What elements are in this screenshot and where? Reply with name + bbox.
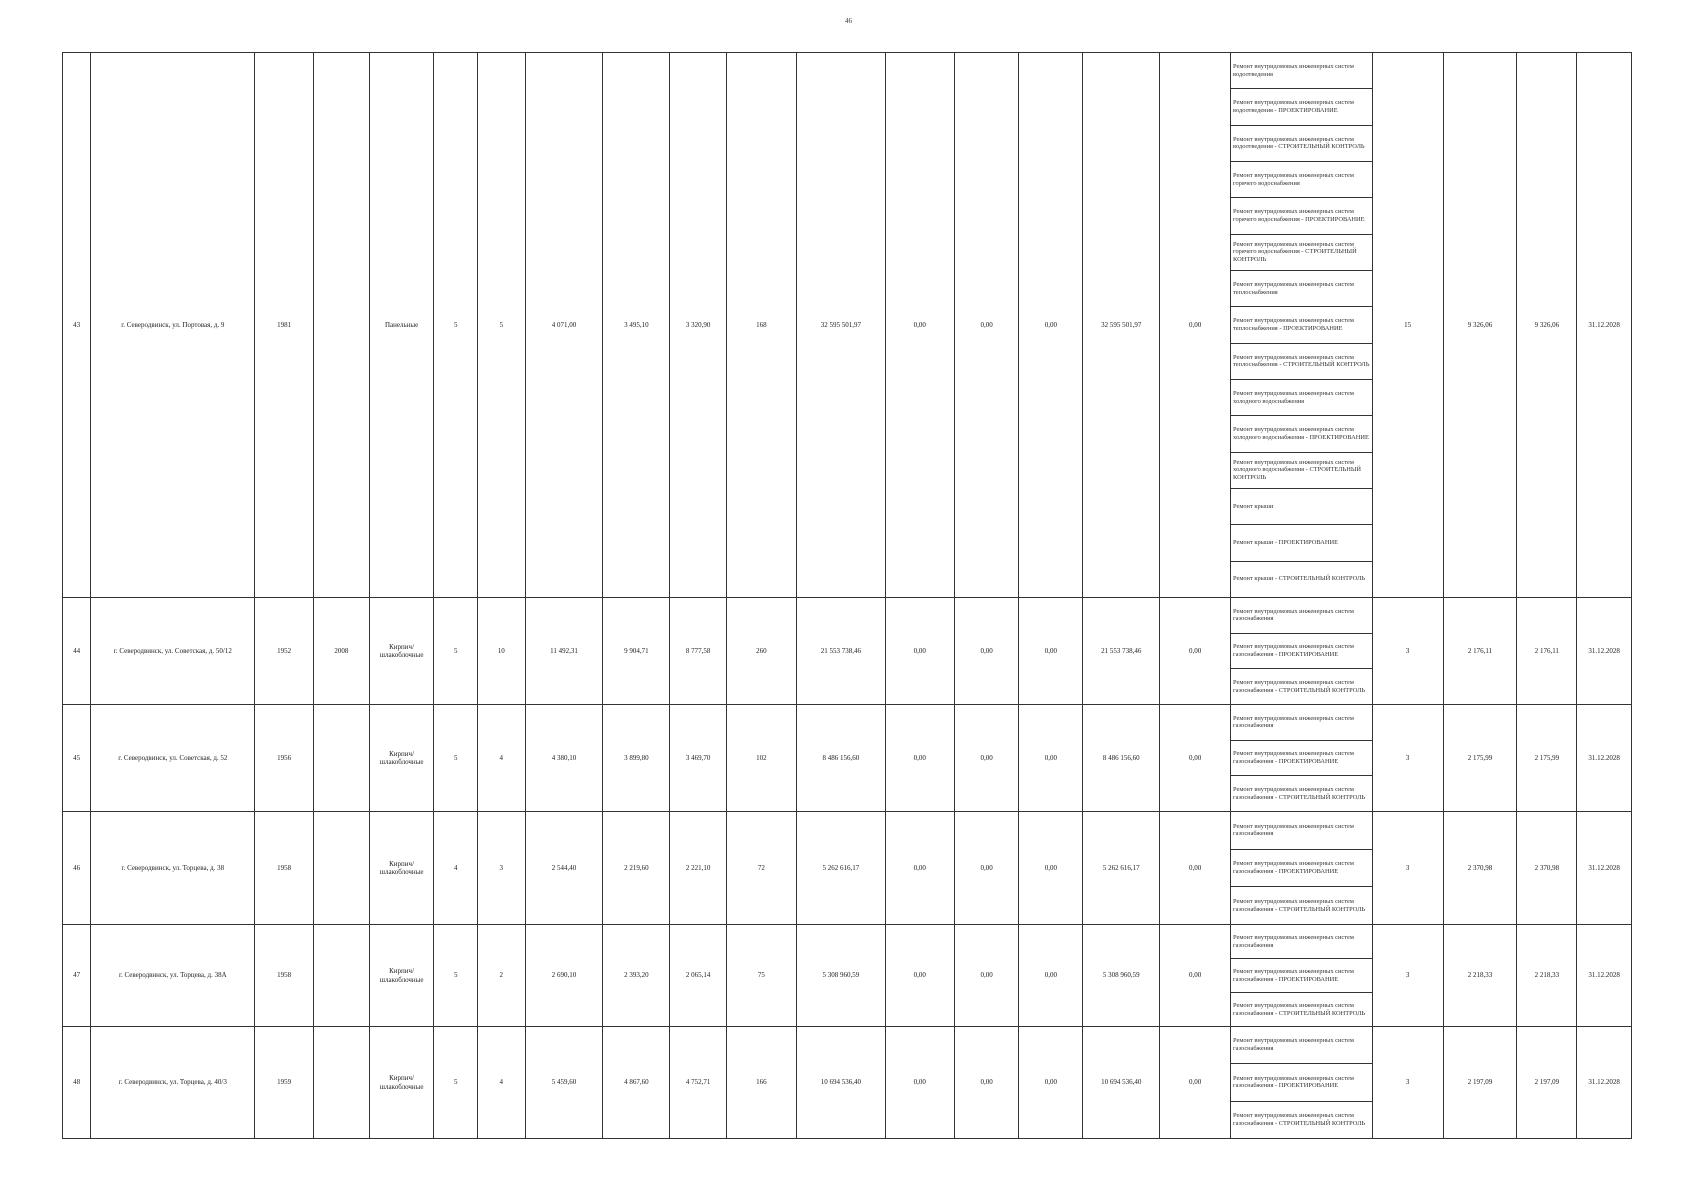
work-list [1231,53,1372,597]
cell-fund-owners: 5 262 616,17 [1083,812,1160,925]
cell-floors: 5 [434,705,478,812]
cell-address: г. Северодвинск, ул. Торцева, д. 38А [91,925,255,1027]
cell-wall-material: Кирпич/ шлакоблочные [369,925,434,1027]
cell-max-unit-cost: 9 326,06 [1517,53,1577,598]
cell-works-count: 15 [1372,53,1443,598]
cell-wall-material: Кирпич/ шлакоблочные [369,812,434,925]
work-label: Ремонт внутридомовых инженерных систем холодного водоснабжения - ПРОЕКТИРОВАНИЕ [1233,426,1369,441]
cell-floors: 5 [434,598,478,705]
work-label: Ремонт внутридомовых инженерных систем теплоснабжения - СТРОИТЕЛЬНЫЙ КОНТРОЛЬ [1233,353,1370,369]
cell-total-area: 4 380,10 [525,705,603,812]
cell-area-residential: 4 752,71 [670,1027,727,1139]
cell-total-cost: 10 694 536,40 [796,1027,885,1139]
list-item [1231,271,1372,307]
cell-residents: 102 [726,705,796,812]
cell-floors: 5 [434,925,478,1027]
table-row [63,598,1632,705]
cell-area-premises: 2 393,20 [603,925,670,1027]
cell-deadline: 31.12.2028 [1577,598,1632,705]
cell-unit-cost: 9 326,06 [1443,53,1517,598]
work-label: Ремонт внутридомовых инженерных систем газоснабжения - СТРОИТЕЛЬНЫЙ КОНТРОЛЬ [1233,1001,1366,1017]
work-label: Ремонт внутридомовых инженерных систем газоснабжения - СТРОИТЕЛЬНЫЙ КОНТРОЛЬ [1233,678,1366,694]
cell-floors: 4 [434,812,478,925]
list-item [1231,959,1372,993]
work-label: Ремонт внутридомовых инженерных систем горячего водоснабжения - СТРОИТЕЛЬНЫЙ КОНТРОЛЬ [1233,240,1357,264]
list-item [1231,453,1372,489]
cell-fund-federal: 0,00 [885,705,954,812]
cell-total-cost: 5 262 616,17 [796,812,885,925]
work-label: Ремонт внутридомовых инженерных систем газоснабжения [1233,1037,1354,1053]
work-label: Ремонт внутридомовых инженерных систем теплоснабжения - ПРОЕКТИРОВАНИЕ [1233,317,1354,332]
cell-entrances: 5 [477,53,525,598]
list-item [1231,525,1372,561]
cell-total-area: 5 459,60 [525,1027,603,1139]
work-label: Ремонт внутридомовых инженерных систем газоснабжения [1233,933,1354,949]
cell-total-area: 2 690,10 [525,925,603,1027]
cell-area-premises: 9 904,71 [603,598,670,705]
list-item [1231,53,1372,89]
cell-works [1231,925,1373,1027]
cell-total-cost: 5 308 960,59 [796,925,885,1027]
cell-fund-local: 0,00 [1019,598,1083,705]
cell-floors: 5 [434,1027,478,1139]
cell-year-reconstructed [314,705,370,812]
cell-year-built: 1958 [255,925,314,1027]
work-label: Ремонт внутридомовых инженерных систем водоотведения - ПРОЕКТИРОВАНИЕ [1233,99,1354,114]
cell-year-reconstructed [314,1027,370,1139]
cell-unit-cost: 2 175,99 [1443,705,1517,812]
cell-deadline: 31.12.2028 [1577,705,1632,812]
work-label: Ремонт внутридомовых инженерных систем холодного водоснабжения [1233,389,1354,405]
cell-fund-local: 0,00 [1019,53,1083,598]
cell-fund-other: 0,00 [1160,1027,1231,1139]
work-label: Ремонт крыши - СТРОИТЕЛЬНЫЙ КОНТРОЛЬ [1233,575,1365,583]
cell-deadline: 31.12.2028 [1577,812,1632,925]
cell-fund-local: 0,00 [1019,1027,1083,1139]
cell-entrances: 4 [477,705,525,812]
cell-address: г. Северодвинск, ул. Торцева, д. 38 [91,812,255,925]
cell-fund-local: 0,00 [1019,812,1083,925]
cell-works-count: 3 [1372,925,1443,1027]
work-label: Ремонт внутридомовых инженерных систем водоотведения - СТРОИТЕЛЬНЫЙ КОНТРОЛЬ [1233,135,1365,151]
list-item [1231,812,1372,850]
work-list [1231,812,1372,924]
cell-works [1231,598,1373,705]
list-item [1231,235,1372,271]
cell-deadline: 31.12.2028 [1577,925,1632,1027]
cell-wall-material: Кирпич/ шлакоблочные [369,1027,434,1139]
cell-row-number: 48 [63,1027,91,1139]
work-label: Ремонт внутридомовых инженерных систем газоснабжения - ПРОЕКТИРОВАНИЕ [1233,643,1354,658]
list-item [1231,489,1372,525]
cell-total-area: 11 492,31 [525,598,603,705]
cell-area-residential: 3 320,90 [670,53,727,598]
list-item [1231,850,1372,888]
list-item [1231,1027,1372,1064]
list-item [1231,380,1372,416]
cell-fund-other: 0,00 [1160,598,1231,705]
work-label: Ремонт внутридомовых инженерных систем газоснабжения - СТРОИТЕЛЬНЫЙ КОНТРОЛЬ [1233,785,1366,801]
cell-address: г. Северодвинск, ул. Советская, д. 52 [91,705,255,812]
list-item [1231,669,1372,704]
cell-max-unit-cost: 2 218,33 [1517,925,1577,1027]
cell-deadline: 31.12.2028 [1577,1027,1632,1139]
work-list [1231,598,1372,704]
cell-fund-owners: 5 308 960,59 [1083,925,1160,1027]
list-item [1231,126,1372,162]
cell-fund-local: 0,00 [1019,925,1083,1027]
cell-max-unit-cost: 2 175,99 [1517,705,1577,812]
cell-total-area: 2 544,40 [525,812,603,925]
cell-entrances: 10 [477,598,525,705]
cell-works-count: 3 [1372,598,1443,705]
cell-entrances: 3 [477,812,525,925]
list-item [1231,887,1372,924]
cell-fund-owners: 32 595 501,97 [1083,53,1160,598]
cell-floors: 5 [434,53,478,598]
work-label: Ремонт внутридомовых инженерных систем водоотведения [1233,62,1354,78]
list-item [1231,1102,1372,1138]
cell-address: г. Северодвинск, ул. Торцева, д. 40/3 [91,1027,255,1139]
work-list [1231,1027,1372,1138]
cell-wall-material: Кирпич/ шлакоблочные [369,705,434,812]
cell-row-number: 45 [63,705,91,812]
list-item [1231,89,1372,125]
cell-unit-cost: 2 218,33 [1443,925,1517,1027]
work-label: Ремонт крыши [1233,502,1274,510]
work-label: Ремонт внутридомовых инженерных систем газоснабжения - ПРОЕКТИРОВАНИЕ [1233,1074,1354,1090]
cell-total-cost: 21 553 738,46 [796,598,885,705]
cell-fund-other: 0,00 [1160,812,1231,925]
work-label: Ремонт внутридомовых инженерных систем газоснабжения [1233,822,1354,838]
cell-residents: 168 [726,53,796,598]
cell-fund-federal: 0,00 [885,53,954,598]
cell-unit-cost: 2 370,98 [1443,812,1517,925]
cell-fund-regional: 0,00 [954,598,1019,705]
cell-area-residential: 3 469,70 [670,705,727,812]
cell-total-cost: 32 595 501,97 [796,53,885,598]
work-label: Ремонт внутридомовых инженерных систем газоснабжения [1233,714,1354,730]
cell-address: г. Северодвинск, ул. Советская, д. 50/12 [91,598,255,705]
cell-total-area: 4 071,00 [525,53,603,598]
list-item [1231,162,1372,198]
cell-area-premises: 3 495,10 [603,53,670,598]
work-label: Ремонт внутридомовых инженерных систем горячего водоснабжения - ПРОЕКТИРОВАНИЕ [1233,208,1365,223]
capital-repair-table [62,52,1632,1139]
cell-total-cost: 8 486 156,60 [796,705,885,812]
cell-row-number: 47 [63,925,91,1027]
cell-fund-federal: 0,00 [885,1027,954,1139]
list-item [1231,198,1372,234]
cell-residents: 166 [726,1027,796,1139]
cell-fund-other: 0,00 [1160,53,1231,598]
list-item [1231,307,1372,343]
cell-works-count: 3 [1372,812,1443,925]
cell-row-number: 44 [63,598,91,705]
cell-row-number: 43 [63,53,91,598]
table-row [63,705,1632,812]
work-label: Ремонт внутридомовых инженерных систем теплоснабжения [1233,280,1354,296]
cell-fund-regional: 0,00 [954,1027,1019,1139]
list-item [1231,1064,1372,1101]
cell-fund-other: 0,00 [1160,705,1231,812]
cell-year-built: 1952 [255,598,314,705]
cell-deadline: 31.12.2028 [1577,53,1632,598]
cell-max-unit-cost: 2 197,09 [1517,1027,1577,1139]
cell-year-reconstructed [314,925,370,1027]
cell-works [1231,812,1373,925]
cell-works-count: 3 [1372,705,1443,812]
cell-wall-material: Кирпич/ шлакоблочные [369,598,434,705]
cell-year-reconstructed [314,53,370,598]
work-list [1231,705,1372,811]
work-label: Ремонт внутридомовых инженерных систем газоснабжения - ПРОЕКТИРОВАНИЕ [1233,967,1354,983]
cell-area-premises: 2 219,60 [603,812,670,925]
cell-residents: 260 [726,598,796,705]
work-label: Ремонт внутридомовых инженерных систем газоснабжения [1233,607,1354,623]
cell-residents: 75 [726,925,796,1027]
cell-area-premises: 3 899,80 [603,705,670,812]
cell-year-built: 1981 [255,53,314,598]
work-label: Ремонт внутридомовых инженерных систем горячего водоснабжения [1233,171,1354,187]
work-list [1231,925,1372,1026]
list-item [1231,634,1372,670]
work-label: Ремонт внутридомовых инженерных систем холодного водоснабжения - СТРОИТЕЛЬНЫЙ КОНТРОЛЬ [1233,458,1362,482]
list-item [1231,993,1372,1026]
list-item [1231,344,1372,380]
list-item [1231,776,1372,811]
cell-wall-material: Панельные [369,53,434,598]
cell-fund-owners: 8 486 156,60 [1083,705,1160,812]
cell-fund-local: 0,00 [1019,705,1083,812]
cell-works [1231,1027,1373,1139]
cell-fund-regional: 0,00 [954,812,1019,925]
table-row [63,925,1632,1027]
cell-works [1231,53,1373,598]
cell-entrances: 2 [477,925,525,1027]
cell-year-reconstructed: 2008 [314,598,370,705]
cell-year-built: 1958 [255,812,314,925]
cell-year-reconstructed [314,812,370,925]
cell-max-unit-cost: 2 370,98 [1517,812,1577,925]
cell-year-built: 1956 [255,705,314,812]
work-label: Ремонт внутридомовых инженерных систем газоснабжения - СТРОИТЕЛЬНЫЙ КОНТРОЛЬ [1233,1112,1366,1127]
cell-fund-owners: 21 553 738,46 [1083,598,1160,705]
cell-works-count: 3 [1372,1027,1443,1139]
list-item [1231,741,1372,777]
cell-fund-owners: 10 694 536,40 [1083,1027,1160,1139]
list-item [1231,416,1372,452]
cell-row-number: 46 [63,812,91,925]
table-row [63,812,1632,925]
cell-works [1231,705,1373,812]
list-item [1231,562,1372,597]
cell-fund-regional: 0,00 [954,53,1019,598]
cell-fund-federal: 0,00 [885,812,954,925]
cell-fund-federal: 0,00 [885,598,954,705]
cell-address: г. Северодвинск, ул. Портовая, д. 9 [91,53,255,598]
cell-fund-other: 0,00 [1160,925,1231,1027]
cell-residents: 72 [726,812,796,925]
cell-area-premises: 4 867,60 [603,1027,670,1139]
cell-area-residential: 2 221,10 [670,812,727,925]
cell-fund-regional: 0,00 [954,705,1019,812]
work-label: Ремонт крыши - ПРОЕКТИРОВАНИЕ [1233,539,1339,547]
cell-fund-regional: 0,00 [954,925,1019,1027]
list-item [1231,705,1372,741]
work-label: Ремонт внутридомовых инженерных систем газоснабжения - ПРОЕКТИРОВАНИЕ [1233,860,1354,875]
cell-entrances: 4 [477,1027,525,1139]
table-row [63,53,1632,598]
table-row [63,1027,1632,1139]
cell-max-unit-cost: 2 176,11 [1517,598,1577,705]
list-item [1231,598,1372,634]
cell-unit-cost: 2 197,09 [1443,1027,1517,1139]
cell-unit-cost: 2 176,11 [1443,598,1517,705]
work-label: Ремонт внутридомовых инженерных систем газоснабжения - СТРОИТЕЛЬНЫЙ КОНТРОЛЬ [1233,897,1366,913]
work-label: Ремонт внутридомовых инженерных систем газоснабжения - ПРОЕКТИРОВАНИЕ [1233,750,1354,765]
cell-area-residential: 8 777,58 [670,598,727,705]
cell-year-built: 1959 [255,1027,314,1139]
list-item [1231,925,1372,959]
cell-area-residential: 2 065,14 [670,925,727,1027]
page-number: 46 [845,17,852,25]
cell-fund-federal: 0,00 [885,925,954,1027]
